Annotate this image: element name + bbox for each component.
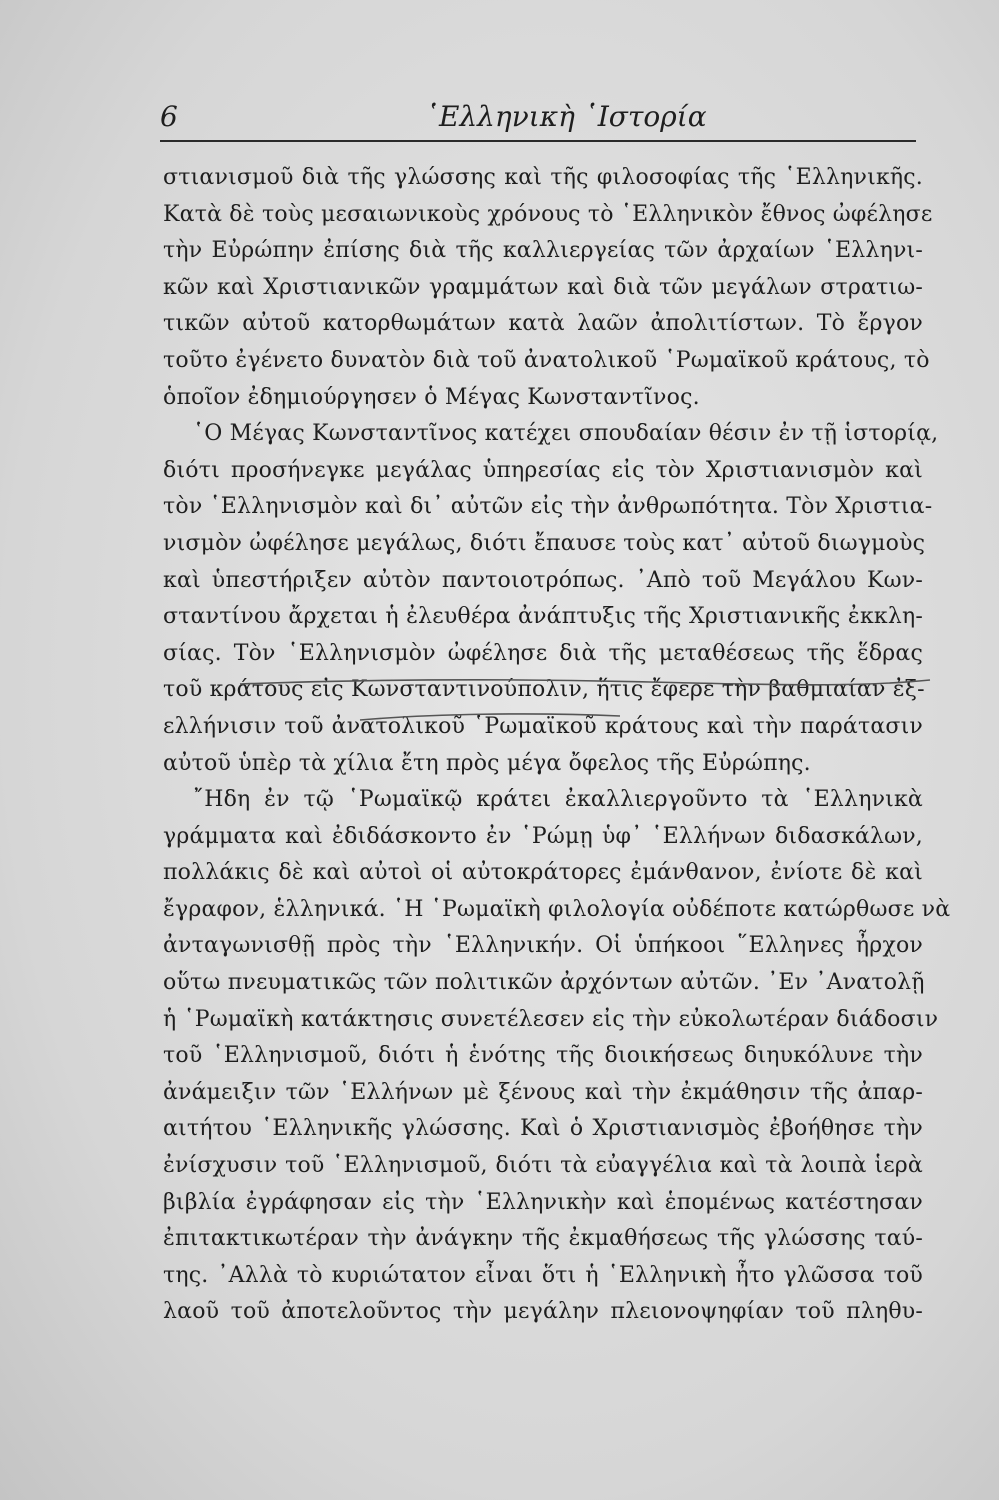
text-line: ἡ ῾Ρωμαϊκὴ κατάκτησις συνετέλεσεν εἰς τὴν εὐκολωτέραν διάδοσιν bbox=[163, 1006, 939, 1032]
text-line: καὶ ὑπεστήριξεν αὐτὸν παντοιοτρόπως. ᾽Απὸ τοῦ Μεγάλου Κων- bbox=[163, 567, 923, 593]
body-text bbox=[163, 160, 951, 1331]
text-line: τοῦτο ἐγένετο δυνατὸν διὰ τοῦ ἀνατολικοῦ ῾Ρωμαϊκοῦ κράτους, τὸ bbox=[163, 347, 930, 373]
text-line: γράμματα καὶ ἐδιδάσκοντο ἐν ῾Ρώμῃ ὑφ᾽ ῾Ελλήνων διδασκάλων, bbox=[163, 823, 923, 849]
text-line: της. ᾽Αλλὰ τὸ κυριώτατον εἶναι ὅτι ἡ ῾Ελληνικὴ ἦτο γλῶσσα τοῦ bbox=[163, 1262, 923, 1288]
text-line: λαοῦ τοῦ ἀποτελοῦντος τὴν μεγάλην πλειονοψηφίαν τοῦ πληθυ- bbox=[163, 1299, 923, 1325]
running-title: ῾Ελληνικὴ ῾Ιστορία bbox=[425, 100, 707, 133]
header-rule bbox=[160, 140, 916, 142]
text-line: ἐνίσχυσιν τοῦ ῾Ελληνισμοῦ, διότι τὰ εὐαγγέλια καὶ τὰ λοιπὰ ἱερὰ bbox=[163, 1153, 923, 1179]
text-line: νισμὸν ὠφέλησε μεγάλως, διότι ἔπαυσε τοὺς κατ᾽ αὐτοῦ διωγμοὺς bbox=[163, 530, 926, 556]
text-line: αὐτοῦ ὑπὲρ τὰ χίλια ἔτη πρὸς μέγα ὄφελος τῆς Εὐρώπης. bbox=[163, 750, 811, 776]
text-line: βιβλία ἐγράφησαν εἰς τὴν ῾Ελληνικὴν καὶ ἑπομένως κατέστησαν bbox=[163, 1189, 923, 1215]
text-line: τικῶν αὐτοῦ κατορθωμάτων κατὰ λαῶν ἀπολιτίστων. Τὸ ἔργον bbox=[163, 311, 923, 337]
text-line: ἔγραφον, ἑλληνικά. ῾Η ῾Ρωμαϊκὴ φιλολογία οὐδέποτε κατώρθωσε νὰ bbox=[163, 896, 951, 922]
text-line: ελλήνισιν τοῦ ἀνατολικοῦ ῾Ρωμαϊκοῦ κράτους καὶ τὴν παράτασιν bbox=[163, 713, 923, 739]
text-line: ἀνάμειξιν τῶν ῾Ελλήνων μὲ ξένους καὶ τὴν ἐκμάθησιν τῆς ἀπαρ- bbox=[163, 1079, 923, 1105]
text-line: ἐπιτακτικωτέραν τὴν ἀνάγκην τῆς ἐκμαθήσεως τῆς γλώσσης ταύ- bbox=[163, 1226, 923, 1252]
text-line: τὸν ῾Ελληνισμὸν καὶ δι᾽ αὐτῶν εἰς τὴν ἀνθρωπότητα. Τὸν Χριστια- bbox=[163, 494, 933, 520]
text-line: ῾Ο Μέγας Κωνσταντῖνος κατέχει σπουδαίαν θέσιν ἐν τῇ ἱστορίᾳ, bbox=[193, 421, 939, 447]
text-line: Κατὰ δὲ τοὺς μεσαιωνικοὺς χρόνους τὸ ῾Ελληνικὸν ἔθνος ὠφέλησε bbox=[163, 201, 933, 227]
text-line: τοῦ κράτους εἰς Κωνσταντινούπολιν, ἥτις ἔφερε τὴν βαθμιαίαν ἐξ- bbox=[163, 677, 925, 703]
text-line: οὕτω πνευματικῶς τῶν πολιτικῶν ἀρχόντων αὐτῶν. ᾽Εν ᾽Ανατολῇ bbox=[163, 970, 925, 996]
text-line: ἀνταγωνισθῇ πρὸς τὴν ῾Ελληνικήν. Οἱ ὑπήκοοι ῞Ελληνες ἦρχον bbox=[163, 933, 923, 959]
text-line: ῎Ηδη ἐν τῷ ῾Ρωμαϊκῷ κράτει ἐκαλλιεργοῦντο τὰ ῾Ελληνικὰ bbox=[193, 787, 923, 813]
text-line: ὁποῖον ἐδημιούργησεν ὁ Μέγας Κωνσταντῖνος. bbox=[163, 384, 700, 410]
text-line: σίας. Τὸν ῾Ελληνισμὸν ὠφέλησε διὰ τῆς μεταθέσεως τῆς ἕδρας bbox=[163, 640, 923, 666]
text-line: σταντίνου ἄρχεται ἡ ἐλευθέρα ἀνάπτυξις τῆς Χριστιανικῆς ἐκκλη- bbox=[163, 604, 923, 630]
text-line: τοῦ ῾Ελληνισμοῦ, διότι ἡ ἑνότης τῆς διοικήσεως διηυκόλυνε τὴν bbox=[163, 1043, 923, 1069]
text-line: πολλάκις δὲ καὶ αὐτοὶ οἱ αὐτοκράτορες ἐμάνθανον, ἐνίοτε δὲ καὶ bbox=[163, 860, 923, 886]
text-line: διότι προσήνεγκε μεγάλας ὑπηρεσίας εἰς τὸν Χριστιανισμὸν καὶ bbox=[163, 457, 923, 483]
page-number: 6 bbox=[160, 100, 178, 133]
text-line: τὴν Εὐρώπην ἐπίσης διὰ τῆς καλλιεργείας τῶν ἀρχαίων ῾Ελληνι- bbox=[163, 238, 923, 264]
text-line: κῶν καὶ Χριστιανικῶν γραμμάτων καὶ διὰ τῶν μεγάλων στρατιω- bbox=[163, 274, 923, 300]
text-line: στιανισμοῦ διὰ τῆς γλώσσης καὶ τῆς φιλοσοφίας τῆς ῾Ελληνικῆς. bbox=[163, 165, 923, 190]
text-line: αιτήτου ῾Ελληνικῆς γλώσσης. Καὶ ὁ Χριστιανισμὸς ἐβοήθησε τὴν bbox=[163, 1116, 923, 1142]
